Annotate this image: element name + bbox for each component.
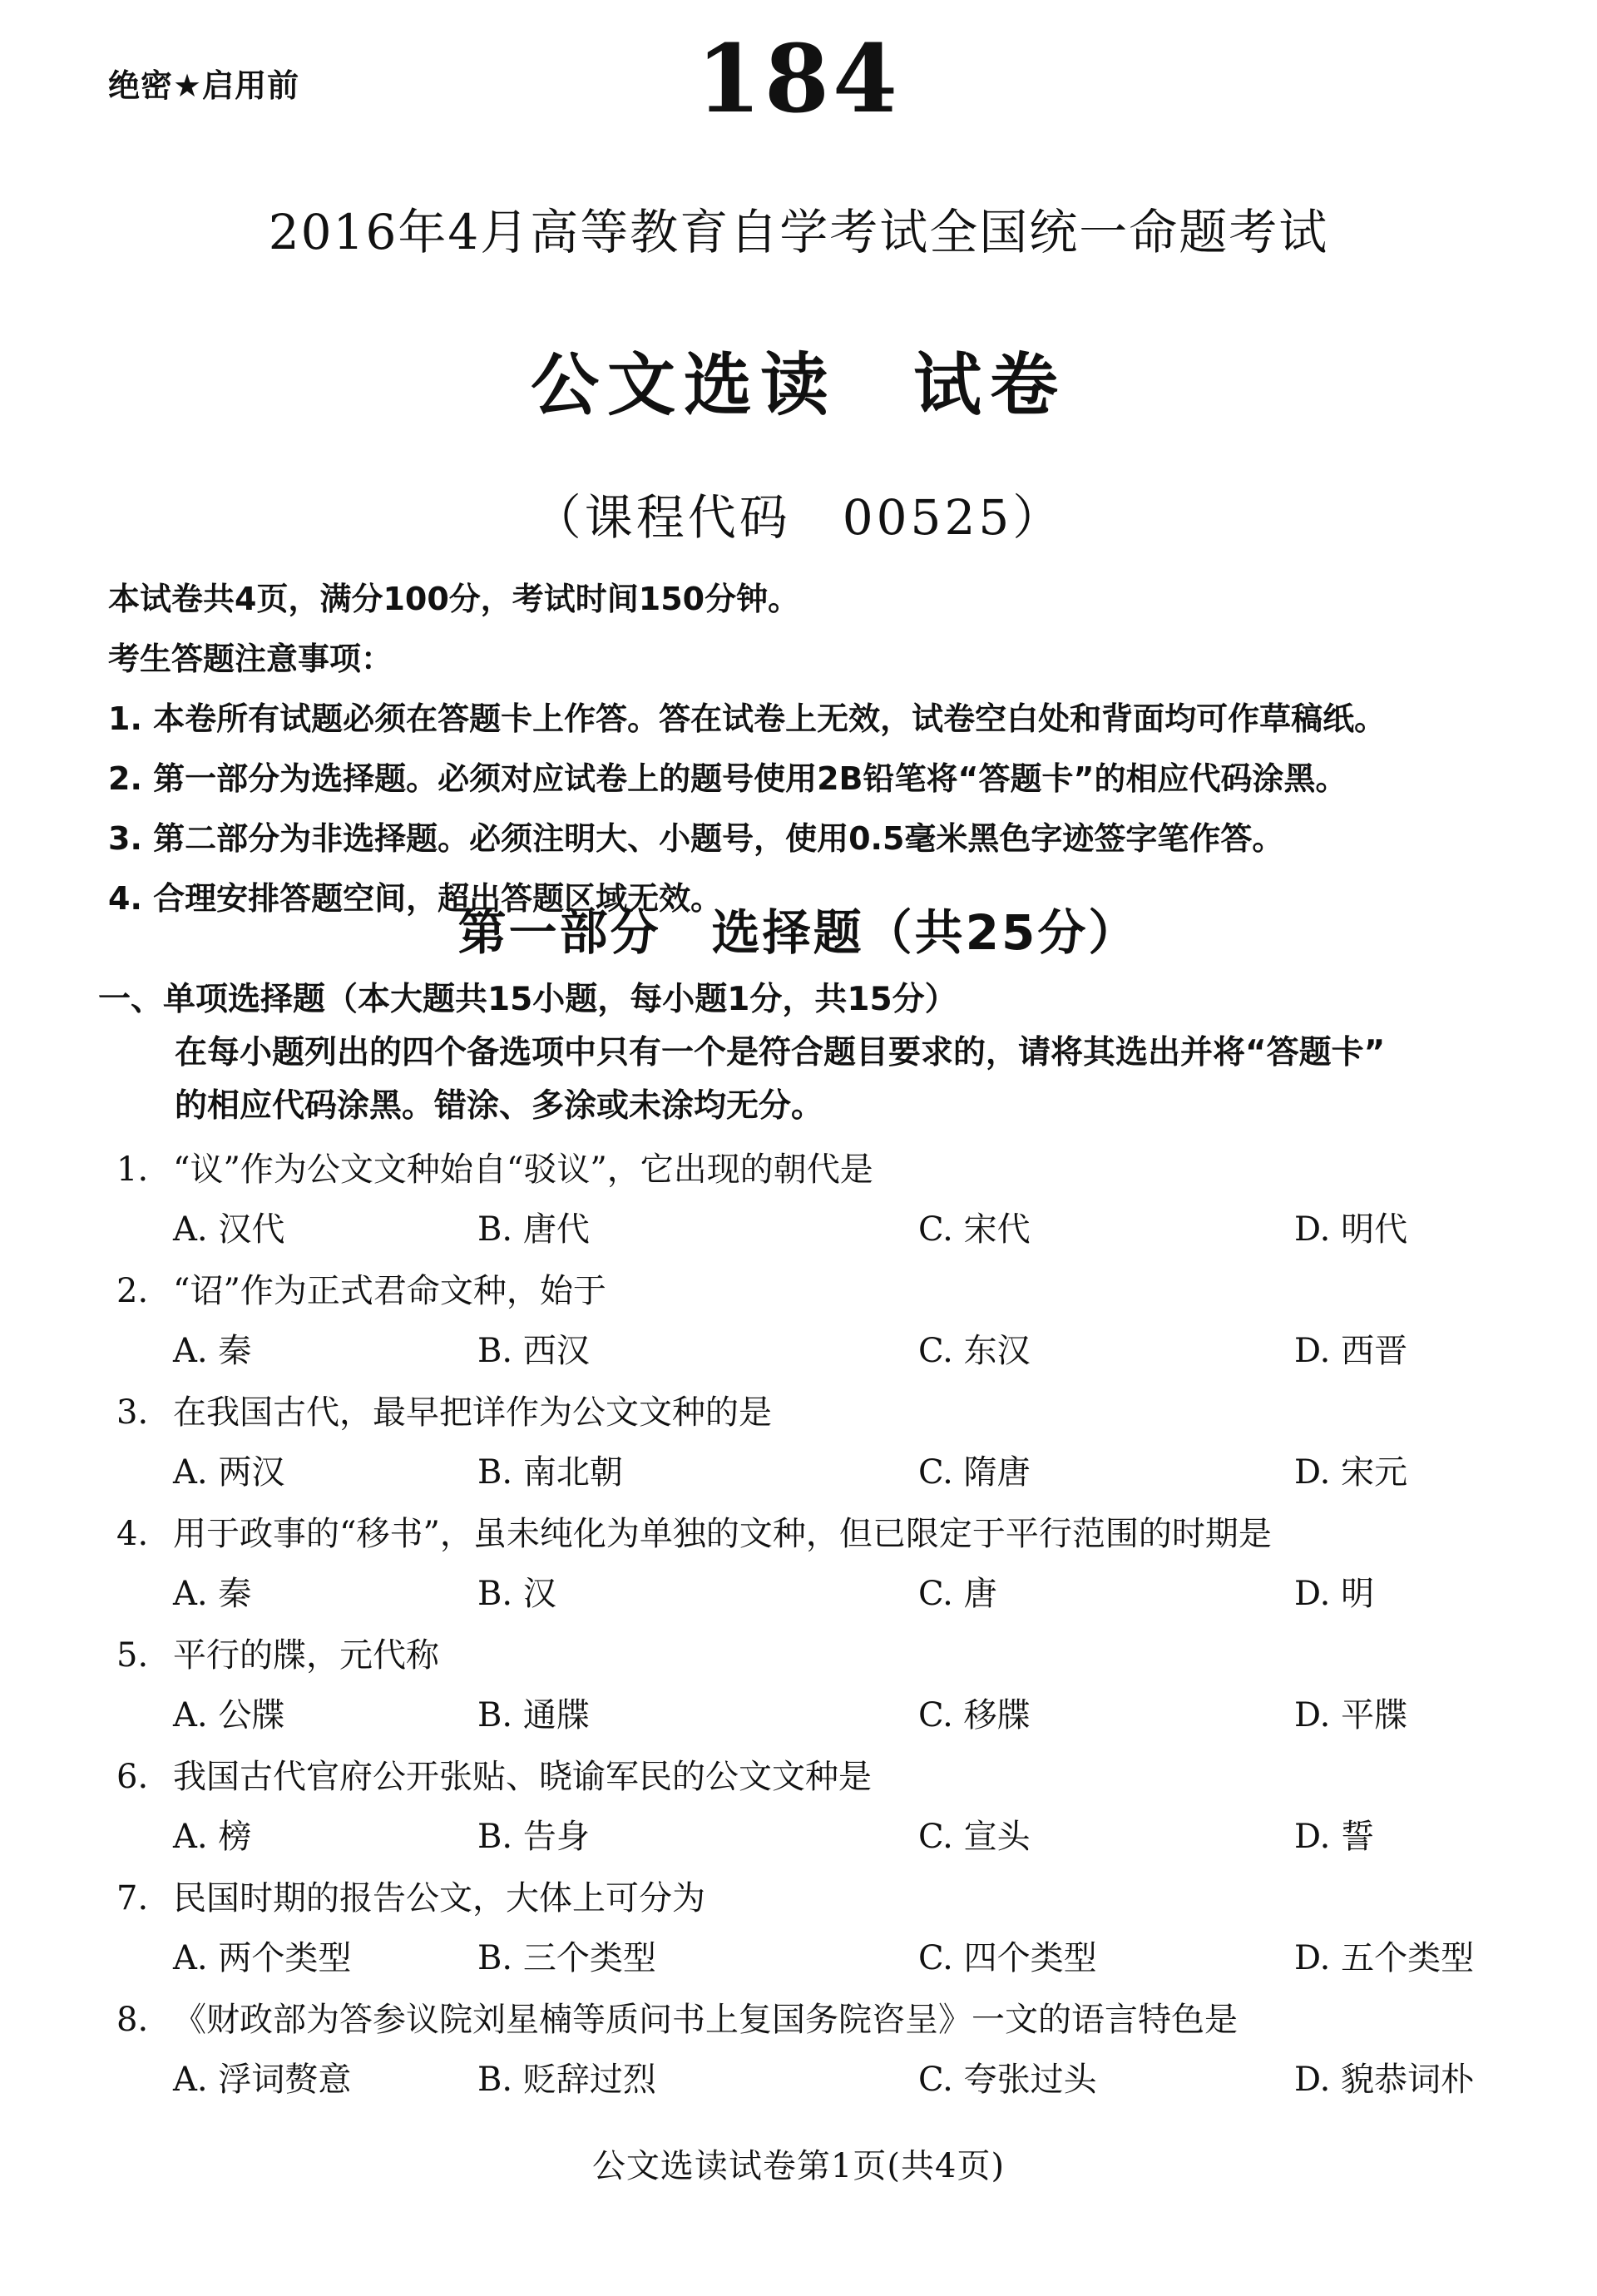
answer-options xyxy=(173,1807,1564,1867)
question-number: 4. xyxy=(116,1515,149,1553)
answer-options xyxy=(173,1685,1564,1745)
question-item xyxy=(116,1626,1564,1747)
question-item xyxy=(116,1990,1564,2111)
answer-option: D. 宋元 xyxy=(1294,1453,1408,1492)
question-stem xyxy=(116,1261,606,1321)
answer-option: A. 秦 xyxy=(173,1575,252,1613)
answer-option: C. 移牒 xyxy=(918,1696,1031,1734)
answer-option: A. 两汉 xyxy=(173,1453,285,1492)
question-text: 平行的牒，元代称 xyxy=(173,1636,439,1675)
section-header xyxy=(98,973,1562,1133)
question-text: 用于政事的“移书”，虽未纯化为单独的文种，但已限定于平行范围的时期是 xyxy=(173,1515,1272,1553)
question-number: 5. xyxy=(116,1636,149,1675)
page-title: 公文选读 试卷 xyxy=(530,345,1066,425)
course-code: （课程代码 00525） xyxy=(532,489,1065,546)
paper-code: 184 xyxy=(696,25,901,134)
answer-options xyxy=(173,1442,1564,1502)
question-number: 3. xyxy=(116,1393,149,1432)
question-stem xyxy=(116,1504,1272,1564)
answer-options xyxy=(173,1321,1564,1381)
answer-option: C. 东汉 xyxy=(918,1332,1031,1370)
answer-option: B. 南北朝 xyxy=(477,1453,623,1492)
answer-option: D. 明 xyxy=(1294,1575,1375,1613)
page-footer: 公文选读试卷第1页(共4页) xyxy=(591,2147,1006,2185)
section-heading: 一、单项选择题（本大题共15小题，每小题1分，共15分） xyxy=(98,981,957,1018)
question-item xyxy=(116,1140,1564,1261)
answer-option: C. 唐 xyxy=(918,1575,997,1613)
answer-option: C. 宋代 xyxy=(918,1210,1031,1249)
question-text: 民国时期的报告公文，大体上可分为 xyxy=(173,1879,705,1917)
question-stem xyxy=(116,1868,705,1928)
answer-option: B. 唐代 xyxy=(477,1210,590,1249)
answer-option: B. 三个类型 xyxy=(477,1939,656,1977)
section-instruction: 在每小题列出的四个备选项中只有一个是符合题目要求的，请将其选出并将“答题卡” xyxy=(175,1034,1386,1071)
answer-option: D. 明代 xyxy=(1294,1210,1408,1249)
question-stem xyxy=(116,1990,1238,2050)
answer-option: C. 夸张过头 xyxy=(918,2061,1097,2099)
note-item: 2. 第一部分为选择题。必须对应试卷上的题号使用2B铅笔将“答题卡”的相应代码涂黑。 xyxy=(108,760,1347,797)
question-number: 2. xyxy=(116,1272,149,1310)
question-text: 《财政部为答参议院刘星楠等质问书上复国务院咨呈》一文的语言特色是 xyxy=(173,2001,1238,2039)
answer-option: D. 誓 xyxy=(1294,1818,1375,1856)
answer-option: A. 公牒 xyxy=(173,1696,285,1734)
note-item: 3. 第二部分为非选择题。必须注明大、小题号，使用0.5毫米黑色字迹签字笔作答。 xyxy=(108,820,1284,857)
question-number: 7. xyxy=(116,1879,149,1917)
question-text: “议”作为公文文种始自“驳议”，它出现的朝代是 xyxy=(173,1150,873,1189)
question-item xyxy=(116,1261,1564,1383)
section-instruction: 的相应代码涂黑。错涂、多涂或未涂均无分。 xyxy=(175,1087,824,1125)
question-stem xyxy=(116,1747,872,1807)
answer-options xyxy=(173,1200,1564,1259)
answer-option: B. 西汉 xyxy=(477,1332,590,1370)
question-text: “诏”作为正式君命文种，始于 xyxy=(173,1272,606,1310)
answer-options xyxy=(173,2050,1564,2110)
answer-option: D. 西晋 xyxy=(1294,1332,1408,1370)
answer-option: D. 貌恭词朴 xyxy=(1294,2061,1475,2099)
question-text: 在我国古代，最早把详作为公文文种的是 xyxy=(173,1393,772,1432)
question-number: 6. xyxy=(116,1758,149,1796)
answer-option: B. 贬辞过烈 xyxy=(477,2061,656,2099)
answer-option: C. 宣头 xyxy=(918,1818,1031,1856)
part-title: 第一部分 选择题（共25分） xyxy=(457,904,1140,961)
answer-option: B. 告身 xyxy=(477,1818,590,1856)
answer-option: B. 通牒 xyxy=(477,1696,590,1734)
question-stem xyxy=(116,1626,439,1685)
note-item: 4. 合理安排答题空间，超出答题区域无效。 xyxy=(108,880,723,917)
answer-option: A. 榜 xyxy=(173,1818,252,1856)
answer-option: D. 五个类型 xyxy=(1294,1939,1475,1977)
question-item xyxy=(116,1383,1564,1504)
answer-option: C. 隋唐 xyxy=(918,1453,1031,1492)
exam-summary: 本试卷共4页，满分100分，考试时间150分钟。 xyxy=(108,581,800,617)
answer-option: A. 汉代 xyxy=(173,1210,285,1249)
notes-heading: 考生答题注意事项： xyxy=(108,641,393,677)
exam-instructions xyxy=(108,569,1539,928)
answer-options xyxy=(173,1564,1564,1624)
question-text: 我国古代官府公开张贴、晓谕军民的公文文种是 xyxy=(173,1758,872,1796)
question-stem xyxy=(116,1383,772,1442)
question-number: 1. xyxy=(116,1150,149,1189)
secret-mark: 绝密★启用前 xyxy=(108,67,300,104)
exam-line: 2016年4月高等教育自学考试全国统一命题考试 xyxy=(268,204,1329,260)
answer-option: D. 平牒 xyxy=(1294,1696,1408,1734)
answer-option: A. 浮词赘意 xyxy=(173,2061,352,2099)
answer-options xyxy=(173,1928,1564,1988)
question-item xyxy=(116,1747,1564,1868)
question-item xyxy=(116,1504,1564,1626)
answer-option: A. 两个类型 xyxy=(173,1939,352,1977)
answer-option: B. 汉 xyxy=(477,1575,556,1613)
question-item xyxy=(116,1868,1564,1990)
question-stem xyxy=(116,1140,873,1200)
answer-option: A. 秦 xyxy=(173,1332,252,1370)
answer-option: C. 四个类型 xyxy=(918,1939,1097,1977)
question-list xyxy=(116,1140,1564,2111)
question-number: 8. xyxy=(116,2001,149,2039)
note-item: 1. 本卷所有试题必须在答题卡上作答。答在试卷上无效，试卷空白处和背面均可作草稿纸。 xyxy=(108,700,1387,737)
